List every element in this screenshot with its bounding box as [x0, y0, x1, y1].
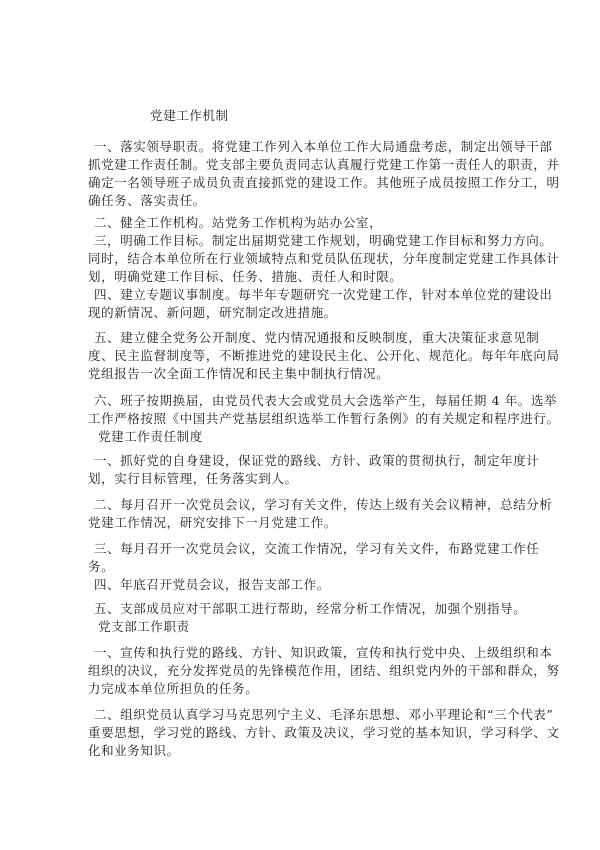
para-line: 党组报告一次全面工作情况和民主集中制执行情况。: [88, 366, 390, 381]
para-line: 现的新情况、新问题，研究制定改进措施。: [88, 305, 337, 320]
para-line: 度、民主监督制度等，不断推进党的建设民主化、公开化、规范化。每年年底向局: [88, 348, 560, 363]
para-line: 工作严格按照《中国共产党基层组织选举工作暂行条例》的有关规定和程序进行。: [88, 411, 560, 426]
para-line: 五、建立健全党务公开制度、党内情况通报和反映制度，重大决策征求意见制: [94, 330, 540, 345]
para-line: 四、年底召开党员会议，报告支部工作。: [94, 577, 330, 592]
para-line: 三，明确工作目标。制定出届期党建工作规划，明确党建工作目标和努力方向。: [94, 233, 553, 248]
para-line: 务。: [88, 559, 115, 574]
para-line: 三、每月召开一次党员会议，交流工作情况，学习有关文件，布路党建工作任: [94, 541, 540, 556]
para-line: 化和业务知识。: [88, 743, 180, 758]
para-line: 六、班子按期换届，由党员代表大会或党员大会选举产生，每届任期 4 年。选举: [94, 393, 558, 408]
para-line: 划，明确党建工作目标、任务、措施、责任人和时限。: [88, 269, 403, 284]
para-line: 组织的决议，充分发挥党员的先锋模范作用，团结、组织党内外的干部和群众，努: [88, 663, 560, 678]
para-line: 五、支部成员应对干部职工进行帮助，经常分析工作情况，加强个别指导。: [94, 601, 527, 616]
para-line: 党建工作情况，研究安排下一月党建工作。: [88, 515, 337, 530]
doc-title: 党建工作机制: [150, 108, 229, 123]
para-line: 一、宣传和执行党的路线、方针、知识政策，宣传和执行党中央、上级组织和本: [94, 645, 553, 660]
para-line: 确任务、落实责任。: [88, 193, 206, 208]
para-line: 四、建立专题议事制度。每半年专题研究一次党建工作，针对本单位党的建设出: [94, 287, 553, 302]
para-line: 二、每月召开一次党员会议，学习有关文件，传达上级有关会议精神，总结分析: [94, 497, 553, 512]
para-line: 划，实行目标管理，任务落实到人。: [88, 471, 298, 486]
section-heading: 党建工作责任制度: [98, 429, 203, 444]
para-line: 力完成本单位所担负的任务。: [88, 681, 259, 696]
para-line: 二、组织党员认真学习马克思列宁主义、毛泽东思想、邓小平理论和“三个代表”: [94, 707, 554, 722]
section-heading: 党支部工作职责: [98, 619, 190, 634]
para-line: 抓党建工作责任制。党支部主要负责同志认真履行党建工作第一责任人的职责，并: [88, 157, 560, 172]
para-line: 重要思想，学习党的路线、方针、政策及决议，学习党的基本知识，学习科学、文: [88, 725, 560, 740]
para-line: 同时，结合本单位所在行业领域特点和党员队伍现状，分年度制定党建工作具体计: [88, 251, 560, 266]
para-line: 一、抓好党的自身建设，保证党的路线、方针、政策的贯彻执行，制定年度计: [94, 453, 540, 468]
para-line: 一、落实领导职责。将党建工作列入本单位工作大局通盘考虑，制定出领导干部: [94, 139, 553, 154]
para-line: 确定一名领导班子成员负责直接抓党的建设工作。其他班子成员按照工作分工，明: [88, 175, 560, 190]
para-line: 二、健全工作机构。站党务工作机构为站办公室，: [94, 215, 383, 230]
